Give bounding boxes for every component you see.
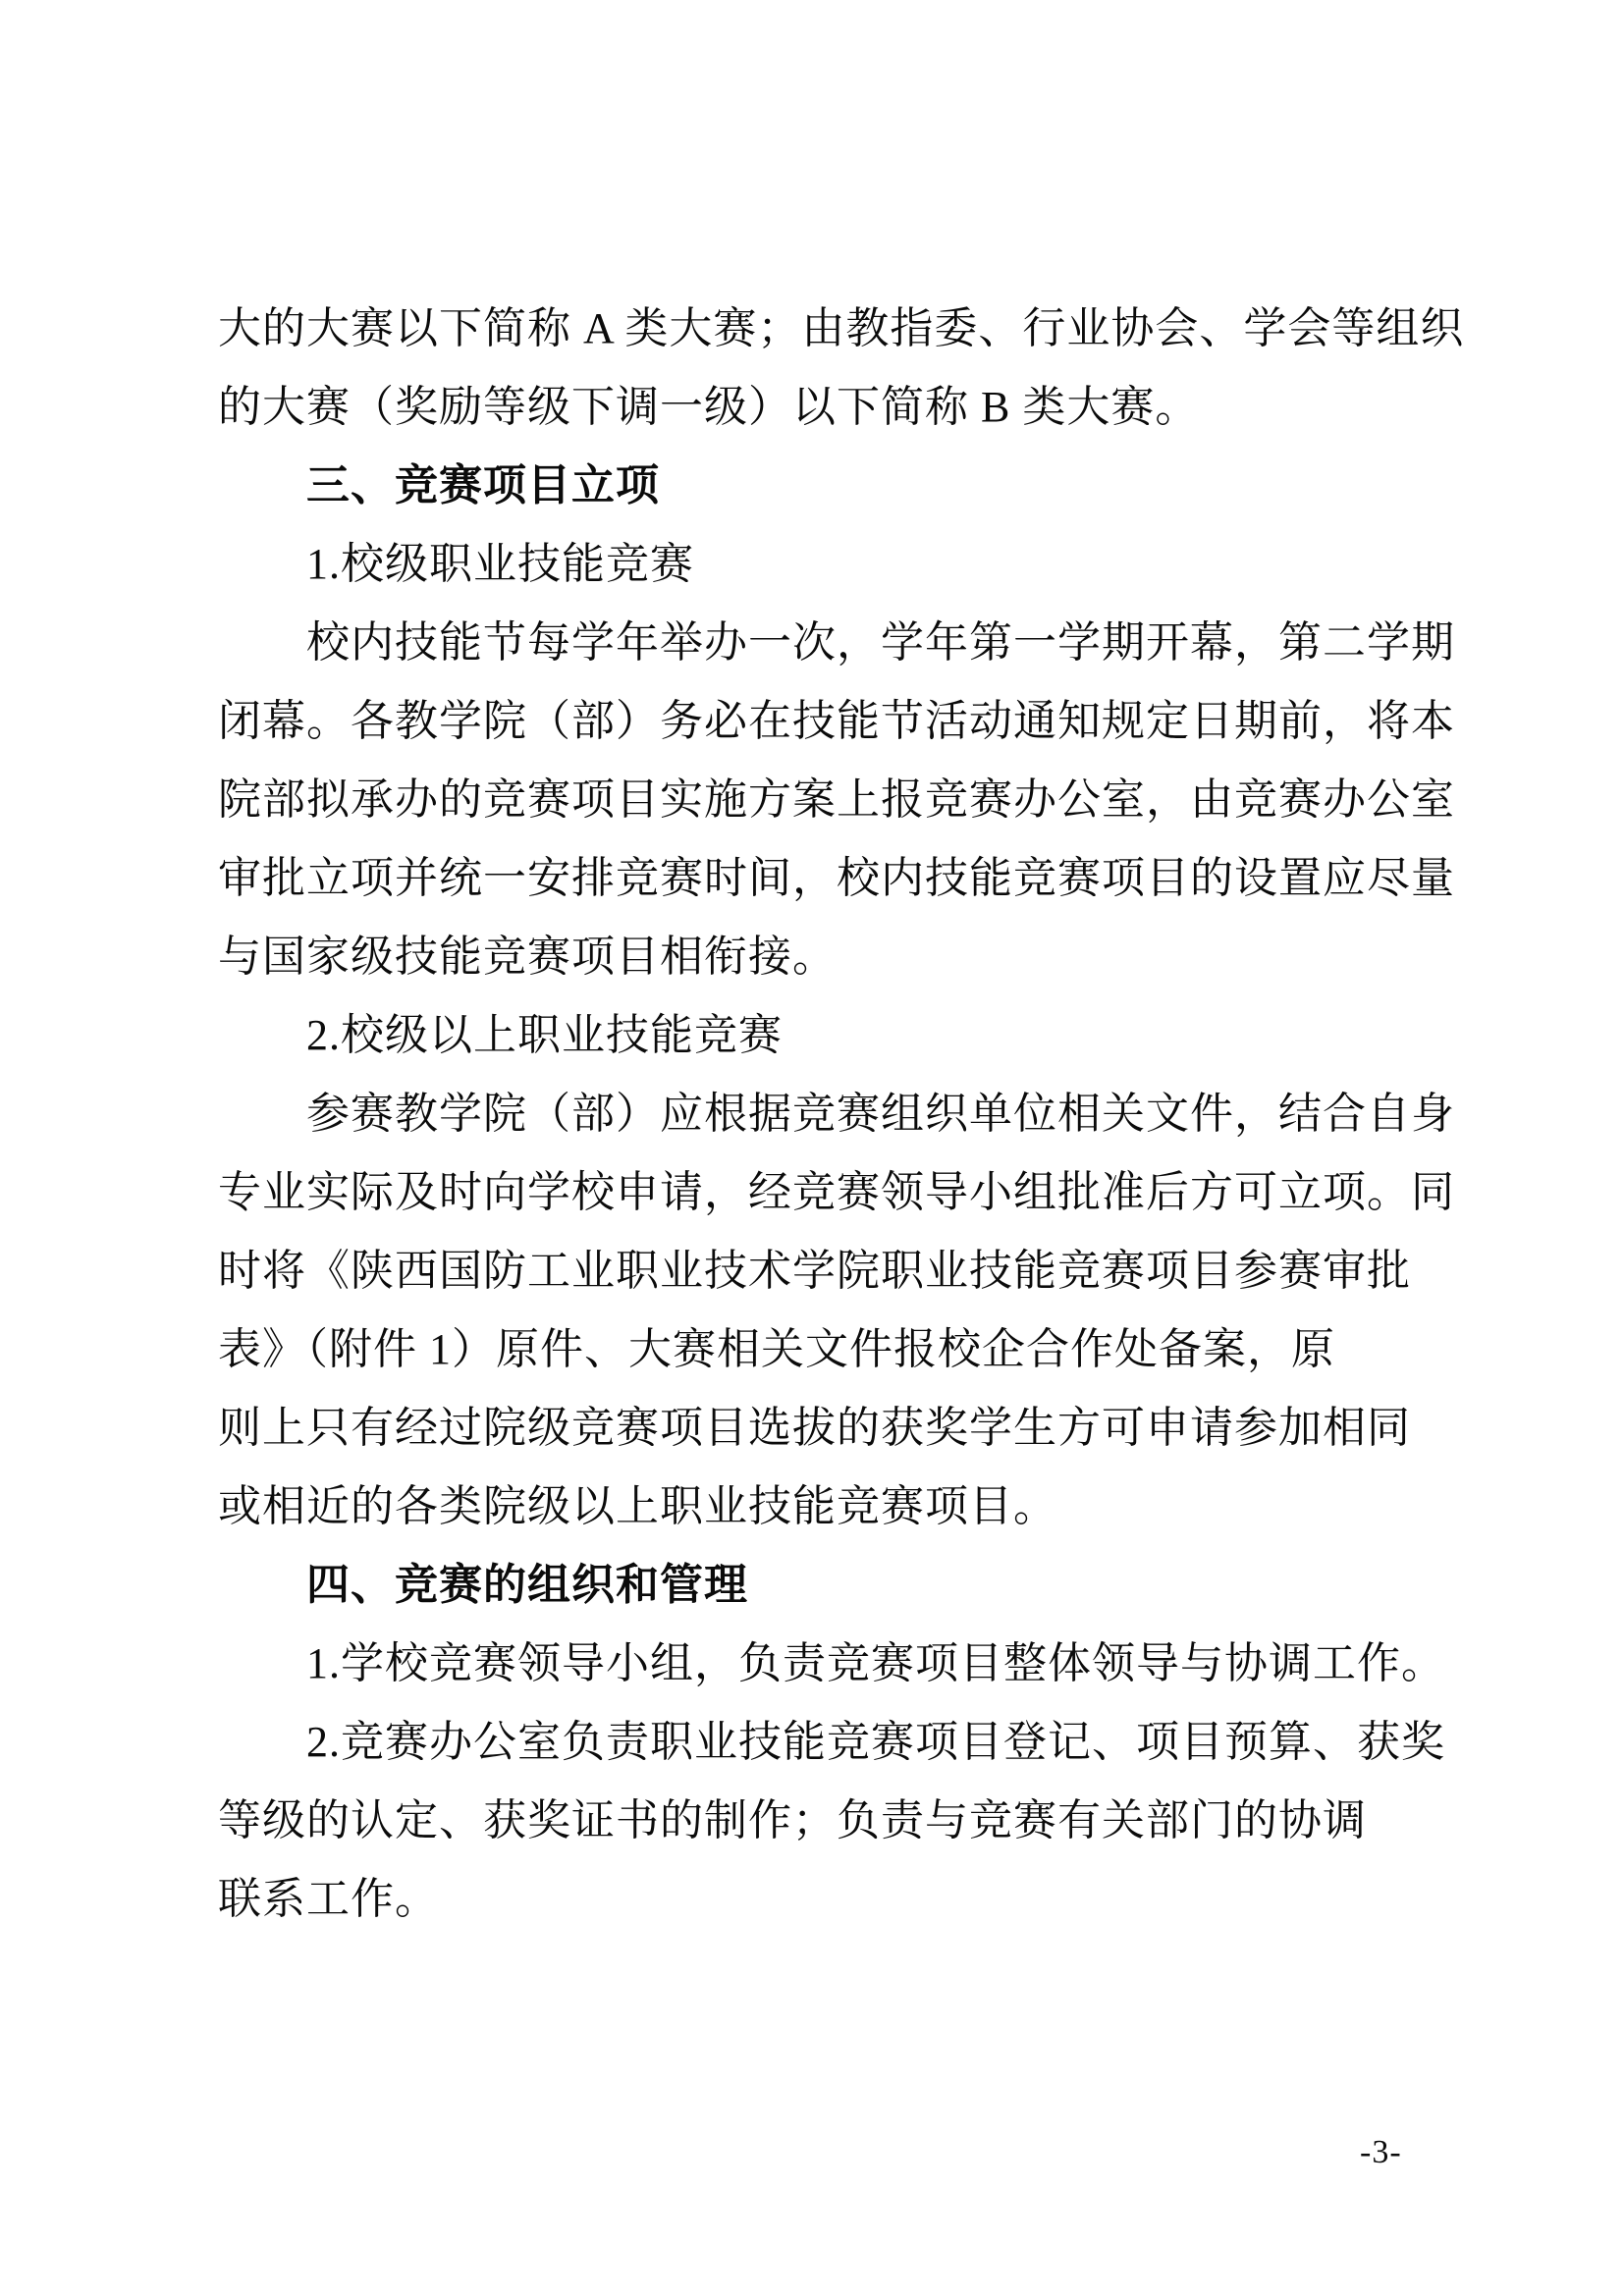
text-line: 校内技能节每学年举办一次，学年第一学期开幕，第二学期 [306, 618, 1455, 667]
page-number: -3- [1360, 2134, 1402, 2170]
numbered-item-1: 1.校级职业技能竞赛 [306, 540, 694, 588]
text-line: 专业实际及时向学校申请，经竞赛领导小组批准后方可立项。同 [218, 1168, 1455, 1216]
text-line: 时将《陕西国防工业职业技术学院职业技能竞赛项目参赛审批 [218, 1247, 1411, 1295]
section-heading-3: 三、竞赛项目立项 [306, 461, 660, 509]
numbered-item-1: 1.学校竞赛领导小组，负责竞赛项目整体领导与协调工作。 [306, 1639, 1445, 1687]
text-line: 参赛教学院（部）应根据竞赛组织单位相关文件，结合自身 [306, 1090, 1455, 1138]
document-body [218, 290, 1504, 1939]
numbered-item-2: 2.校级以上职业技能竞赛 [306, 1011, 783, 1059]
numbered-item-2: 2.竞赛办公室负责职业技能竞赛项目登记、项目预算、获奖 [306, 1718, 1445, 1766]
text-line: 或相近的各类院级以上职业技能竞赛项目。 [218, 1482, 1057, 1530]
text-line: 等级的认定、获奖证书的制作；负责与竞赛有关部门的协调 [218, 1796, 1367, 1844]
text-line: 审批立项并统一安排竞赛时间，校内技能竞赛项目的设置应尽量 [218, 854, 1455, 902]
text-line: 院部拟承办的竞赛项目实施方案上报竞赛办公室，由竞赛办公室 [218, 775, 1455, 824]
text-line: 联系工作。 [218, 1875, 439, 1923]
section-heading-4: 四、竞赛的组织和管理 [306, 1561, 748, 1609]
text-line: 大的大赛以下简称 A 类大赛；由教指委、行业协会、学会等组织 [218, 304, 1465, 352]
text-line: 闭幕。各教学院（部）务必在技能节活动通知规定日期前，将本 [218, 697, 1455, 745]
text-line: 则上只有经过院级竞赛项目选拔的获奖学生方可申请参加相同 [218, 1404, 1411, 1452]
text-line: 与国家级技能竞赛项目相衔接。 [218, 933, 837, 981]
text-line: 的大赛（奖励等级下调一级）以下简称 B 类大赛。 [218, 383, 1200, 431]
text-line: 表》（附件 1）原件、大赛相关文件报校企合作处备案，原 [218, 1325, 1335, 1373]
